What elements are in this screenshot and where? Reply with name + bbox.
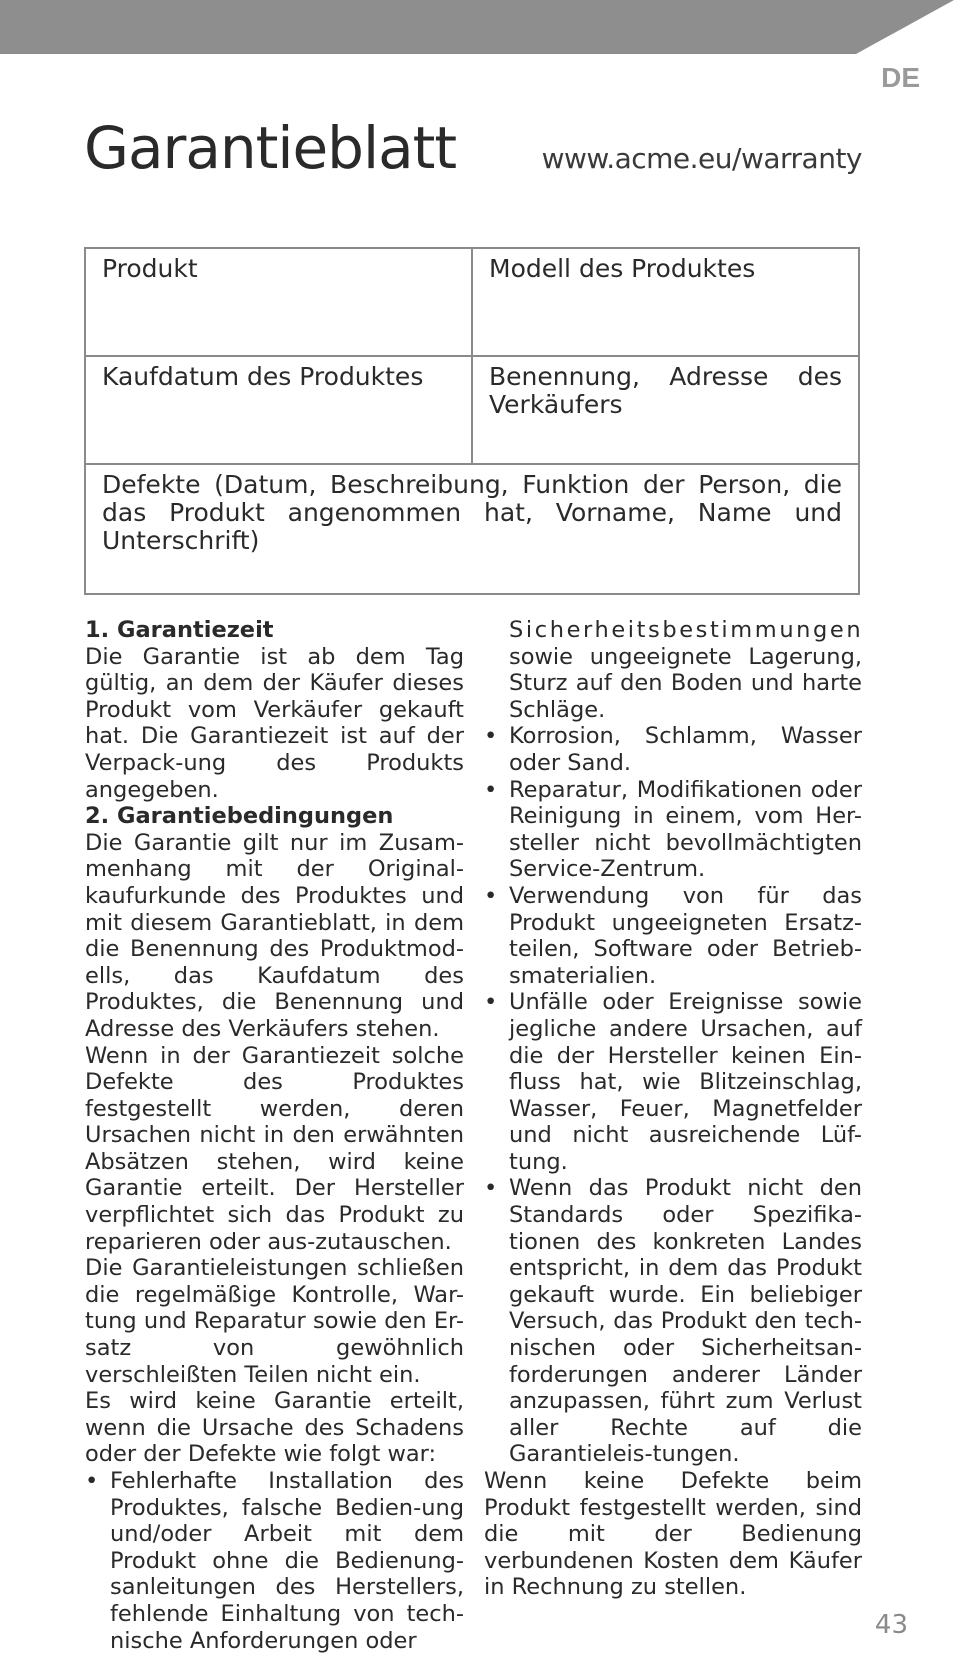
exclusion-list [484,723,862,1468]
page-title: Garantieblatt [84,114,457,182]
purchase-date-cell: Kaufdatum des Produktes [85,356,472,464]
list-item [85,1468,464,1654]
seller-cell: Benennung, Adresse des Verkäufers [472,356,859,464]
header-band [0,0,954,54]
bullet-text: Korrosion, Schlamm, Wasser oder Sand. [509,723,862,776]
bullet-icon: • [484,776,498,803]
list-item [484,989,862,1175]
list-item [484,1175,862,1468]
section-2-paragraph-4: Es wird keine Garantie erteilt, wenn die Ursache des Schadens oder der Defekte wie folgt war: [85,1388,464,1468]
warranty-form-table [84,247,860,595]
bullet-continuation: sowie ungeeignete Lagerung, Sturz auf den Boden und harte Schläge. [509,643,862,723]
section-2-paragraph-1: Die Garantie gilt nur im Zusam-menhang mit der Original-kaufurkunde des Produktes und mit diesem Garantieblatt, in dem die Benennung des Produktmod-ells, das Kaufdatum des Produktes, die Benennung und Adresse des Verkäufers stehen. [85,829,464,1042]
bullet-icon: • [85,1468,99,1494]
bullet-text: Verwendung von für das Produkt ungeeigneten Ersatz-teilen, Software oder Betrieb-smaterialien. [509,882,862,989]
defects-cell: Defekte (Datum, Beschreibung, Funktion der Person, die das Produkt angenommen hat, Vorname, Name und Unterschrift) [85,464,859,594]
model-cell: Modell des Produktes [472,248,859,356]
warranty-url: www.acme.eu/warranty [541,142,862,175]
bullet-icon: • [484,723,498,750]
final-paragraph: Wenn keine Defekte beim Produkt festgestellt werden, sind die mit der Bedienung verbundenen Kosten dem Käufer in Rechnung zu stellen. [484,1468,862,1601]
exclusion-list-start [85,1468,464,1654]
bullet-icon: • [484,989,498,1016]
list-item [484,723,862,776]
list-item [484,777,862,883]
section-1-heading: 1. Garantiezeit [85,617,274,643]
left-column [85,617,464,1654]
bullet-icon: • [484,1175,498,1202]
bullet-text: Unfälle oder Ereignisse sowie jegliche andere Ursachen, auf die der Hersteller keinen Ein-fluss hat, wie Blitzeinschlag, Wasser, Feuer, Magnetfelder und nicht ausreichende Lüf-tung. [509,989,862,1175]
language-code: DE [881,62,920,93]
section-2-paragraph-3: Die Garantieleistungen schließen die regelmäßige Kontrolle, War-tung und Reparatur sowie den Er-satz von gewöhnlich verschleißten Teilen nicht ein. [85,1255,464,1388]
bullet-continuation-first-line: Sicherheitsbestimmungen [509,617,864,643]
product-cell: Produkt [85,248,472,356]
bullet-text: Fehlerhafte Installation des Produktes, falsche Bedien-ung und/oder Arbeit mit dem Produkt ohne die Bedienung-sanleitungen des Herstellers, fehlende Einhaltung von tech-nische Anforderungen oder [110,1468,464,1654]
bullet-icon: • [484,882,498,909]
bullet-text: Wenn das Produkt nicht den Standards oder Spezifika-tionen des konkreten Landes entspricht, in dem das Produkt gekauft wurde. Ein beliebiger Versuch, das Produkt den tech-nischen oder Sicherheitsan-forderungen anderer Länder anzupassen, führt zum Verlust aller Rechte auf die Garantieleis-tungen. [509,1175,862,1468]
list-item [484,883,862,989]
bullet-text: Reparatur, Modifikationen oder Reinigung in einem, vom Her-steller nicht bevollmächtigten Service-Zentrum. [509,776,862,883]
section-2-heading: 2. Garantiebedingungen [85,803,394,830]
page-number: 43 [874,1610,908,1640]
section-1-text: Die Garantie ist ab dem Tag gültig, an dem der Käufer dieses Produkt vom Verkäufer gekauft hat. Die Garantiezeit ist auf der Verpack-ung des Produkts angegeben. [85,643,464,803]
section-2-paragraph-2: Wenn in der Garantiezeit solche Defekte des Produktes festgestellt werden, deren Ursachen nicht in den erwähnten Absätzen stehen, wird keine Garantie erteilt. Der Hersteller verpflichtet sich das Produkt zu reparieren oder aus-zutauschen. [85,1042,464,1255]
right-column [484,617,862,1601]
